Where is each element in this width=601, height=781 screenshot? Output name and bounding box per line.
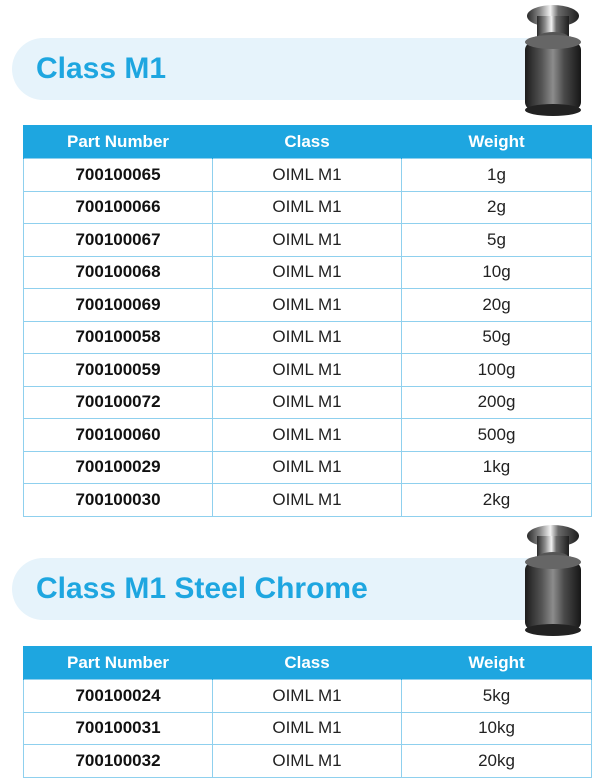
weight-cell: 1g [402,159,592,192]
part-number: 700100030 [24,484,213,517]
class-cell: OIML M1 [213,224,402,257]
weight-cell: 20kg [402,745,592,778]
table-row [24,224,592,257]
table-row [24,745,592,778]
section-title: Class M1 [36,52,167,85]
weight-cell: 2kg [402,484,592,517]
class-cell: OIML M1 [213,419,402,452]
table-row [24,712,592,745]
part-number: 700100066 [24,191,213,224]
table-header-row [24,125,592,159]
weight-cell: 100g [402,354,592,387]
class-cell: OIML M1 [213,484,402,517]
header-weight: Weight [402,646,592,680]
class-cell: OIML M1 [213,712,402,745]
table-row [24,289,592,322]
part-number: 700100060 [24,419,213,452]
table-row [24,159,592,192]
class-cell: OIML M1 [213,159,402,192]
weight-cell: 10g [402,256,592,289]
class-cell: OIML M1 [213,386,402,419]
part-number: 700100072 [24,386,213,419]
part-number: 700100029 [24,451,213,484]
part-number: 700100058 [24,321,213,354]
table-row [24,680,592,713]
class-cell: OIML M1 [213,256,402,289]
class-cell: OIML M1 [213,191,402,224]
header-class: Class [213,125,402,159]
weight-cell: 2g [402,191,592,224]
class-cell: OIML M1 [213,451,402,484]
part-number: 700100068 [24,256,213,289]
parts-table [23,646,592,778]
weight-cell: 500g [402,419,592,452]
table-row [24,386,592,419]
header-class: Class [213,646,402,680]
class-cell: OIML M1 [213,745,402,778]
table-row [24,191,592,224]
part-number: 700100059 [24,354,213,387]
chrome-weight-icon [520,2,586,118]
table-row [24,419,592,452]
class-cell: OIML M1 [213,354,402,387]
weight-cell: 1kg [402,451,592,484]
table-row [24,256,592,289]
weight-cell: 5kg [402,680,592,713]
header-part-number: Part Number [24,646,213,680]
part-number: 700100065 [24,159,213,192]
weight-cell: 200g [402,386,592,419]
chrome-weight-icon [520,522,586,638]
weight-cell: 20g [402,289,592,322]
weight-cell: 10kg [402,712,592,745]
header-part-number: Part Number [24,125,213,159]
section-title: Class M1 Steel Chrome [36,572,368,605]
class-cell: OIML M1 [213,321,402,354]
class-cell: OIML M1 [213,680,402,713]
part-number: 700100069 [24,289,213,322]
part-number: 700100031 [24,712,213,745]
section-class-m1-steel-chrome [0,520,601,781]
parts-table [23,125,592,517]
table-row [24,484,592,517]
part-number: 700100024 [24,680,213,713]
section-banner [12,38,532,100]
table-row [24,354,592,387]
class-cell: OIML M1 [213,289,402,322]
table-row [24,451,592,484]
part-number: 700100032 [24,745,213,778]
table-header-row [24,646,592,680]
section-banner [12,558,532,620]
part-number: 700100067 [24,224,213,257]
table-row [24,321,592,354]
weight-cell: 5g [402,224,592,257]
weight-cell: 50g [402,321,592,354]
header-weight: Weight [402,125,592,159]
